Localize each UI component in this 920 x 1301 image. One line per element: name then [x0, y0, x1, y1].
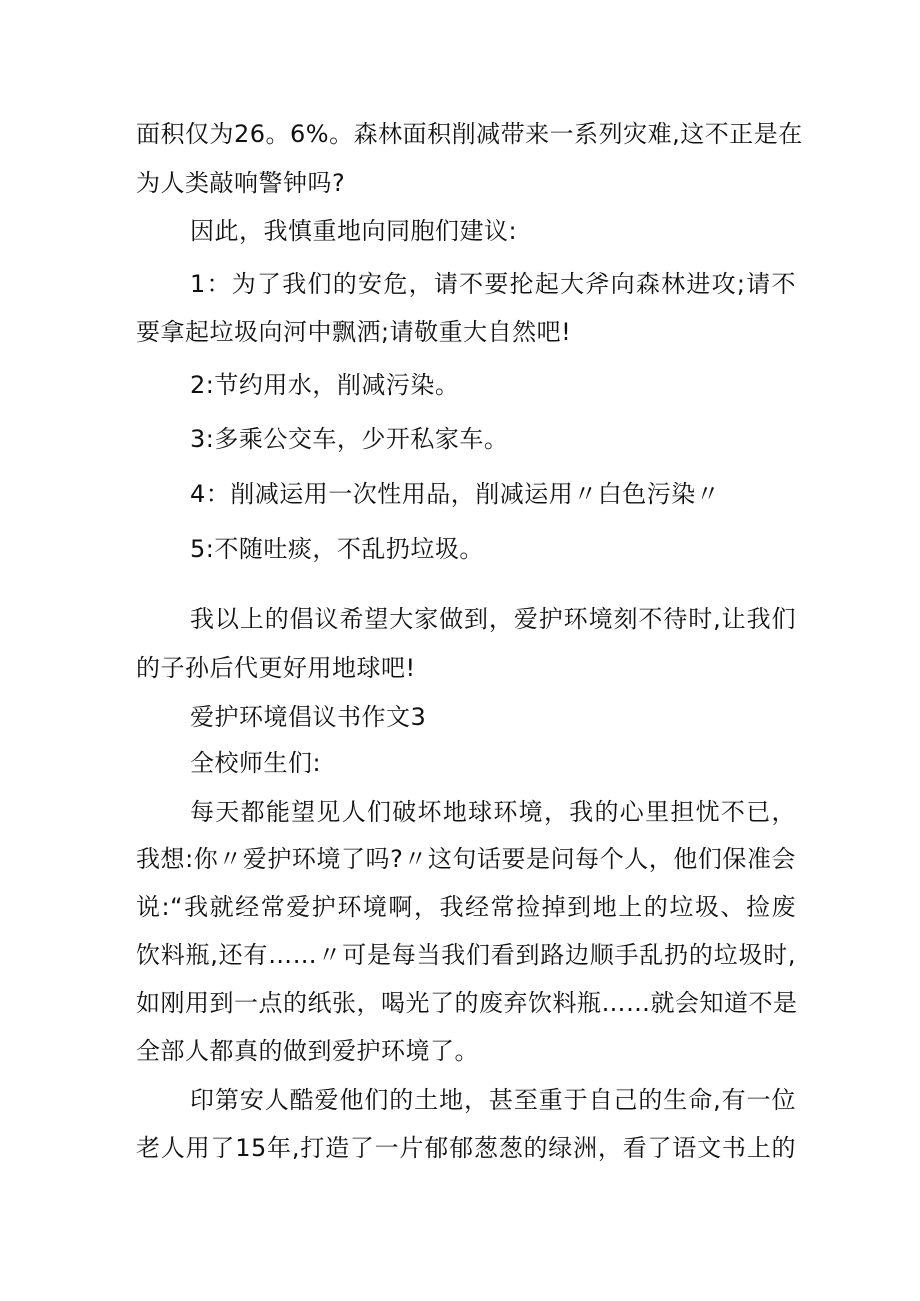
paragraph-line-2: 为人类敲响警钟吗?	[136, 169, 346, 197]
paragraph-line-5: 的子孙后代更好用地球吧!	[136, 654, 416, 682]
paragraph-line-1: 面积仅为26。6%。森林面积削减带来一系列灾难,这不正是在	[136, 120, 803, 148]
paragraph-line-11: 全部人都真的做到爱护环境了。	[136, 1037, 479, 1065]
paragraph-line-4: 我以上的倡议希望大家做到，爱护环境刻不待时,让我们	[190, 605, 796, 633]
paragraph-line-7: 我想:你〃爱护环境了吗?〃这句话要是问每个人，他们保准会	[136, 845, 796, 873]
paragraph-line-13: 老人用了15年,打造了一片郁郁葱葱的绿洲，看了语文书上的	[136, 1134, 796, 1162]
section-title: 爱护环境倡议书作文3	[190, 703, 427, 731]
paragraph-line-12: 印第安人酷爱他们的土地，甚至重于自己的生命,有一位	[190, 1086, 796, 1114]
paragraph-line-9: 饮料瓶,还有……〃可是每当我们看到路边顺手乱扔的垃圾时,	[136, 941, 796, 969]
list-item-4: 4：削减运用一次性用品，削减运用〃白色污染〃	[190, 480, 721, 508]
list-item-2: 2:节约用水，削减污染。	[190, 371, 460, 399]
paragraph-line-3: 因此，我慎重地向同胞们建议:	[190, 217, 518, 245]
salutation: 全校师生们:	[190, 749, 322, 777]
list-item-3: 3:多乘公交车，少开私家车。	[190, 425, 509, 453]
list-item-1-line-1: 1：为了我们的安危，请不要抡起大斧向森林进攻;请不	[190, 270, 796, 298]
paragraph-line-10: 如刚用到一点的纸张，喝光了的废弃饮料瓶……就会知道不是	[136, 989, 798, 1017]
list-item-1-line-2: 要拿起垃圾向河中飘洒;请敬重大自然吧!	[136, 318, 572, 346]
list-item-5: 5:不随吐痰，不乱扔垃圾。	[190, 535, 484, 563]
paragraph-line-8: 说:“我就经常爱护环境啊，我经常捡掉到地上的垃圾、捡废	[136, 893, 796, 921]
paragraph-line-6: 每天都能望见人们破坏地球环境，我的心里担忧不已，	[190, 798, 796, 826]
